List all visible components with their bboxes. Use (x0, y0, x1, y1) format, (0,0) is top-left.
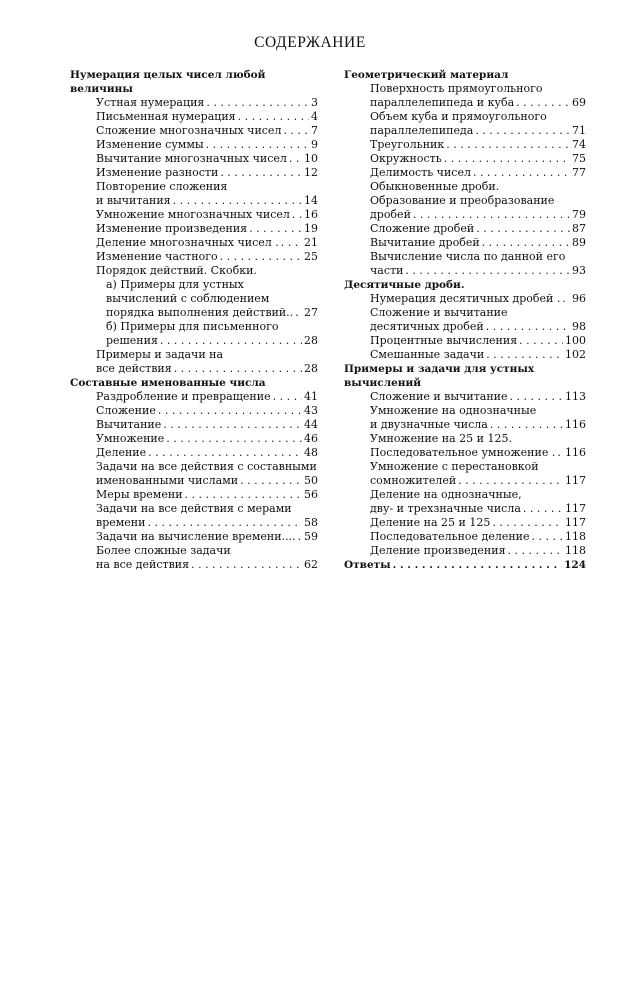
toc-entry (70, 124, 318, 138)
dot-leader (283, 124, 309, 138)
dot-leader (238, 110, 309, 124)
dot-leader (486, 320, 570, 334)
toc-entry (70, 278, 318, 320)
toc-entry-text: Порядок действий. Скобки. (96, 264, 257, 277)
toc-entry-text: Умножение на однозначные (370, 404, 537, 417)
toc-entry (344, 82, 586, 110)
toc-entry (70, 166, 318, 180)
dot-leader (519, 334, 563, 348)
toc-page-number: 16 (304, 208, 318, 221)
toc-entry-text: Геометрический материал (344, 69, 509, 81)
dot-leader (206, 138, 309, 152)
toc-page-number: 50 (304, 474, 318, 487)
toc-entry-text: Более сложные задачи (96, 544, 231, 557)
toc-entry (344, 292, 586, 306)
toc-entry (70, 418, 318, 432)
toc-entry-text: сомножителей (370, 474, 457, 487)
toc-entry (70, 404, 318, 418)
toc-page-number: 44 (304, 418, 318, 431)
toc-entry-text: Смешанные задачи (370, 348, 485, 361)
toc-page-number: 77 (572, 166, 586, 179)
toc-entry (344, 460, 586, 488)
toc-entry (344, 180, 586, 194)
toc-page-number: 124 (564, 559, 586, 571)
toc-entry (70, 96, 318, 110)
dot-leader (458, 474, 563, 488)
toc-entry-text: Последовательное умножение . (370, 446, 556, 459)
toc-section-heading (70, 68, 318, 96)
toc-entry-text: Деление многозначных чисел . (96, 236, 279, 249)
dot-leader (185, 488, 302, 502)
toc-entry (344, 110, 586, 138)
dot-leader (523, 502, 563, 516)
toc-page-number: 21 (304, 236, 318, 249)
toc-entry (344, 488, 586, 516)
toc-entry-text: Десятичные дроби. (344, 279, 465, 291)
dot-leader (508, 544, 563, 558)
toc-entry (70, 432, 318, 446)
toc-entry (344, 166, 586, 180)
toc-page-number: 28 (304, 334, 318, 347)
toc-entry (344, 432, 586, 446)
toc-entry-text: Деление на однозначные, (370, 488, 522, 501)
toc-entry-text: Изменение частного (96, 250, 218, 263)
toc-entry (344, 544, 586, 558)
toc-entry (344, 152, 586, 166)
toc-entry-text: Окружность (370, 152, 442, 165)
toc-entry-text: и двузначные числа (370, 418, 488, 431)
toc-entry-text: Вычитание дробей (370, 236, 480, 249)
toc-entry-text: Обыкновенные дроби. (370, 180, 500, 193)
toc-entry-text: Умножение (96, 432, 165, 445)
toc-entry (70, 320, 318, 348)
toc-entry (344, 530, 586, 544)
dot-leader (490, 418, 563, 432)
toc-entry-text: Меры времени (96, 488, 183, 501)
toc-page-number: 25 (304, 250, 318, 263)
toc-entry-text: Нумерация целых чисел любой (70, 69, 266, 81)
toc-entry-text: Сложение дробей (370, 222, 475, 235)
dot-leader (532, 530, 563, 544)
toc-entry-text: параллелепипеда и куба (370, 96, 515, 109)
toc-entry-text: и вычитания (96, 194, 171, 207)
dot-leader (557, 446, 563, 460)
toc-entry-text: именованными числами (96, 474, 239, 487)
toc-entry (70, 530, 318, 544)
toc-page-number: 118 (565, 544, 586, 557)
dot-leader (206, 96, 309, 110)
toc-section-heading (344, 558, 586, 572)
toc-entry (344, 348, 586, 362)
toc-entry-text: Сложение многозначных чисел (96, 124, 282, 137)
toc-entry (344, 516, 586, 530)
toc-entry-text: Поверхность прямоугольного (370, 82, 543, 95)
dot-leader (163, 418, 302, 432)
toc-entry (70, 250, 318, 264)
toc-entry (70, 446, 318, 460)
toc-entry-text: Образование и преобразование (370, 194, 555, 207)
toc-page-number: 116 (565, 418, 586, 431)
toc-entry (70, 222, 318, 236)
toc-page-number: 117 (565, 516, 586, 529)
dot-leader (160, 334, 302, 348)
toc-entry (344, 250, 586, 278)
dot-leader (444, 152, 570, 166)
toc-entry (344, 236, 586, 250)
dot-leader (158, 404, 302, 418)
toc-entry (344, 390, 586, 404)
toc-entry-text: десятичных дробей (370, 320, 484, 333)
toc-page-number: 96 (572, 292, 586, 305)
toc-entry (70, 236, 318, 250)
dot-leader (510, 390, 563, 404)
toc-entry (70, 208, 318, 222)
toc-entry-text: Делимость чисел (370, 166, 471, 179)
toc-page-number: 4 (311, 110, 318, 123)
toc-entry-text: Примеры и задачи для устных (344, 363, 535, 375)
toc-entry-text: Задачи на все действия с составными (96, 460, 317, 473)
toc-entry-text: на все действия (96, 558, 190, 571)
toc-entry-text: Последовательное деление (370, 530, 530, 543)
dot-leader (476, 222, 570, 236)
dot-leader (166, 432, 302, 446)
toc-entry (70, 502, 318, 530)
toc-page-number: 69 (572, 96, 586, 109)
toc-entry-text: дробей (370, 208, 411, 221)
dot-leader (295, 306, 302, 320)
dot-leader (446, 138, 570, 152)
toc-page-number: 12 (304, 166, 318, 179)
toc-page-number: 28 (304, 362, 318, 375)
toc-page-number: 3 (311, 96, 318, 109)
toc-entry-text: Деление (96, 446, 147, 459)
page-title: СОДЕРЖАНИЕ (254, 34, 366, 51)
toc-entry-text: Письменная нумерация (96, 110, 236, 123)
toc-entry-text: Нумерация десятичных дробей . (370, 292, 561, 305)
dot-leader (393, 558, 562, 572)
toc-page-number: 100 (565, 334, 586, 347)
toc-section-heading (70, 376, 318, 390)
toc-page-number: 74 (572, 138, 586, 151)
toc-entry (70, 348, 318, 376)
dot-leader (482, 236, 570, 250)
toc-entry (70, 390, 318, 404)
toc-entry-text: Умножение с перестановкой (370, 460, 539, 473)
toc-entry-text: Деление произведения (370, 544, 506, 557)
toc-page-number: 14 (304, 194, 318, 207)
toc-entry (344, 446, 586, 460)
toc-entry (70, 152, 318, 166)
toc-entry (344, 306, 586, 334)
toc-page-number: 48 (304, 446, 318, 459)
dot-leader (289, 152, 302, 166)
toc-page-number: 117 (565, 474, 586, 487)
toc-entry (70, 544, 318, 572)
toc-page-number: 59 (304, 530, 318, 543)
dot-leader (191, 558, 302, 572)
toc-entry-text: порядка выполнения действий.. (106, 306, 294, 319)
toc-entry (70, 264, 318, 278)
toc-entry (70, 138, 318, 152)
dot-leader (486, 348, 563, 362)
toc-entry-text: решения (106, 334, 158, 347)
toc-page-number: 118 (565, 530, 586, 543)
toc-section-heading (344, 68, 586, 82)
toc-entry-text: Примеры и задачи на (96, 348, 224, 361)
toc-page-number: 98 (572, 320, 586, 333)
toc-page-number: 7 (311, 124, 318, 137)
toc-page-number: 58 (304, 516, 318, 529)
dot-leader (562, 292, 570, 306)
toc-entry-text: дву- и трехзначные числа (370, 502, 521, 515)
dot-leader (516, 96, 570, 110)
toc-page-number: 56 (304, 488, 318, 501)
toc-entry (344, 222, 586, 236)
toc-entry (70, 110, 318, 124)
toc-entry (344, 404, 586, 432)
toc-page-number: 41 (304, 390, 318, 403)
dot-leader (405, 264, 570, 278)
toc-entry-text: Процентные вычисления (370, 334, 518, 347)
toc-entry-text: величины (70, 83, 133, 95)
dot-leader (475, 124, 570, 138)
dot-leader (174, 362, 302, 376)
toc-entry-text: части (370, 264, 404, 277)
toc-entry-text: Сложение (96, 404, 156, 417)
dot-leader (273, 390, 302, 404)
toc-entry (344, 138, 586, 152)
toc-entry (70, 180, 318, 208)
toc-page-number: 117 (565, 502, 586, 515)
toc-entry-text: Раздробление и превращение (96, 390, 271, 403)
dot-leader (473, 166, 570, 180)
toc-entry-text: Устная нумерация (96, 96, 205, 109)
toc-page-number: 93 (572, 264, 586, 277)
toc-entry-text: Повторение сложения (96, 180, 228, 193)
toc-entry-text: Изменение суммы (96, 138, 204, 151)
toc-column-left (70, 68, 318, 572)
toc-page-number: 79 (572, 208, 586, 221)
toc-entry-text: вычислений с соблюдением (106, 292, 270, 305)
dot-leader (492, 516, 563, 530)
toc-page-number: 87 (572, 222, 586, 235)
dot-leader (413, 208, 570, 222)
toc-entry-text: Составные именованные числа (70, 377, 266, 389)
toc-entry-text: а) Примеры для устных (106, 278, 244, 291)
toc-entry (344, 194, 586, 222)
toc-entry-text: Сложение и вычитание (370, 390, 508, 403)
toc-page-number: 71 (572, 124, 586, 137)
toc-page-number: 116 (565, 446, 586, 459)
toc-page-number: 89 (572, 236, 586, 249)
toc-entry-text: Объем куба и прямоугольного (370, 110, 547, 123)
dot-leader (148, 446, 302, 460)
toc-page-number: 75 (572, 152, 586, 165)
toc-entry (70, 488, 318, 502)
dot-leader (292, 208, 302, 222)
toc-entry-text: вычислений (344, 377, 422, 389)
toc-entry (70, 460, 318, 488)
dot-leader (281, 236, 302, 250)
toc-page-number: 10 (304, 152, 318, 165)
dot-leader (298, 530, 302, 544)
toc-page-number: 113 (565, 390, 586, 403)
toc-entry-text: Вычитание многозначных чисел (96, 152, 287, 165)
toc-entry-text: Вычитание (96, 418, 162, 431)
toc-entry-text: Умножение на 25 и 125. (370, 432, 512, 445)
toc-column-right (344, 68, 586, 572)
toc-page-number: 19 (304, 222, 318, 235)
toc-entry-text: Изменение разности (96, 166, 219, 179)
toc-entry-text: Изменение произведения (96, 222, 248, 235)
dot-leader (220, 250, 302, 264)
dot-leader (220, 166, 302, 180)
toc-page-number: 27 (304, 306, 318, 319)
toc-page-number: 46 (304, 432, 318, 445)
toc-entry-text: Треугольник (370, 138, 445, 151)
dot-leader (249, 222, 302, 236)
toc-entry-text: Ответы (344, 559, 391, 571)
toc-entry-text: Умножение многозначных чисел (96, 208, 290, 221)
toc-page-number: 43 (304, 404, 318, 417)
toc-page-number: 9 (311, 138, 318, 151)
toc-entry-text: все действия (96, 362, 172, 375)
dot-leader (173, 194, 302, 208)
toc-entry-text: б) Примеры для письменного (106, 320, 279, 333)
toc-entry-text: параллелепипеда (370, 124, 474, 137)
toc-entry-text: Сложение и вычитание (370, 306, 508, 319)
toc-entry-text: Задачи на все действия с мерами (96, 502, 292, 515)
toc-page-number: 62 (304, 558, 318, 571)
toc-entry-text: Задачи на вычисление времени.... (96, 530, 296, 543)
toc-page-number: 102 (565, 348, 586, 361)
toc-entry-text: Вычисление числа по данной его (370, 250, 566, 263)
toc-section-heading (344, 278, 586, 292)
toc-entry-text: Деление на 25 и 125 (370, 516, 491, 529)
dot-leader (147, 516, 302, 530)
toc-section-heading (344, 362, 586, 390)
dot-leader (240, 474, 302, 488)
toc-entry (344, 334, 586, 348)
toc-entry-text: времени (96, 516, 146, 529)
